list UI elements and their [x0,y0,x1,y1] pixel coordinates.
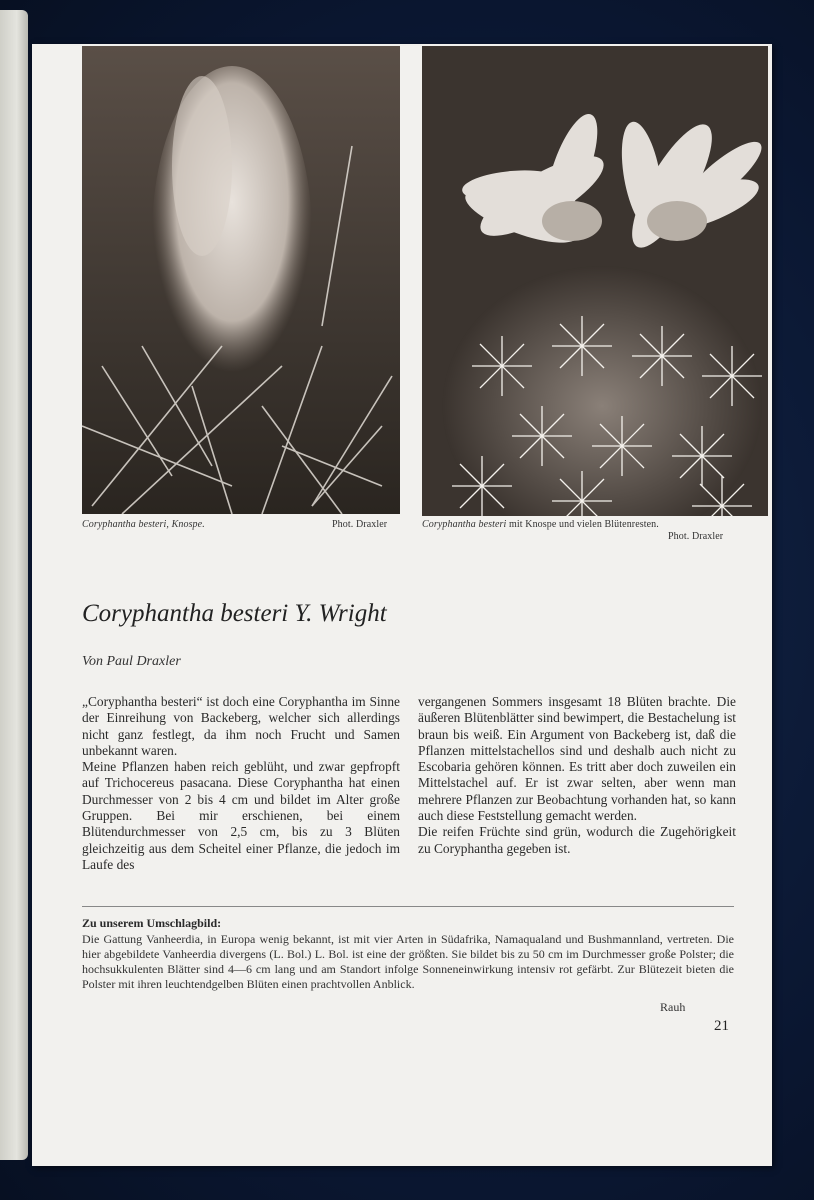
article-column-1 [82,694,400,873]
article-title: Coryphantha besteri Y. Wright [82,600,387,627]
photo-flowers [422,46,768,516]
paragraph: Die reifen Früchte sind grün, wodurch die Zugehörigkeit zu Coryphantha gegeben ist. [418,824,736,856]
page-number: 21 [714,1018,729,1034]
cover-note-paragraph: Die Gattung Vanheerdia, in Europa wenig bekannt, ist mit vier Arten in Südafrika, Namaqualand und Bushmannland, vertreten. Die hier abgebildete Vanheerdia divergens (L. Bol.) L. Bol. ist eine der größten. Sie bildet bis zu 50 cm im Durchmesser große Polster; die hochsukkulenten Blätter sind 4—6 cm lang und am Standort infolge Sonneneinwirkung intensiv rot gefärbt. Zur Blütezeit bieten die Polster mit ihren leuchtendgelben Blüten einen prachtvollen Anblick. [82,932,734,991]
cover-note-author: Rauh [660,1000,686,1014]
cover-note-text [82,932,734,992]
left-photo-caption: Coryphantha besteri, Knospe. [82,519,205,530]
photo-bud [82,46,400,514]
right-photo-credit: Phot. Draxler [668,531,724,542]
cover-note-heading: Zu unserem Umschlagbild: [82,916,222,930]
left-photo-credit: Phot. Draxler [332,519,388,530]
section-divider [82,906,734,907]
article-byline: Von Paul Draxler [82,654,181,669]
article-column-2 [418,694,736,857]
paragraph: vergangenen Sommers insgesamt 18 Blüten brachte. Die äußeren Blütenblätter sind bewimpert, die Bestachelung ist braun bis weiß. Ein Argument von Backeberg ist, daß die Pflanzen mittelstachellos sind und deshalb auch nicht zu Escobaria gehören können. Es tritt aber doch zuweilen ein Mittelstachel auf. Er ist zwar selten, aber wenn man mehrere Pflanzen zur Beobachtung vorhanden hat, so kann auch diese Feststellung gemacht werden. [418,694,736,824]
paragraph: „Coryphantha besteri“ ist doch eine Coryphantha im Sinne der Einreihung von Backeberg, welcher sich allerdings nicht ganz festlegt, da ihm noch Frucht und Samen unbekannt waren. [82,694,400,758]
previous-page-edge [0,10,28,1160]
right-photo-caption: Coryphantha besteri mit Knospe und vielen Blütenresten. [422,519,659,530]
paragraph: Meine Pflanzen haben reich geblüht, und zwar gepfropft auf Trichocereus pasacana. Diese Coryphantha hat einen Durchmesser von 2 bis 4 cm und bildet im Alter große Gruppen. Bei mir erschienen, bei einem Blütendurchmesser von 2,5 cm, bis zu 3 Blüten gleichzeitig aus dem Scheitel einer Pflanze, die jedoch im Laufe des [82,759,400,872]
